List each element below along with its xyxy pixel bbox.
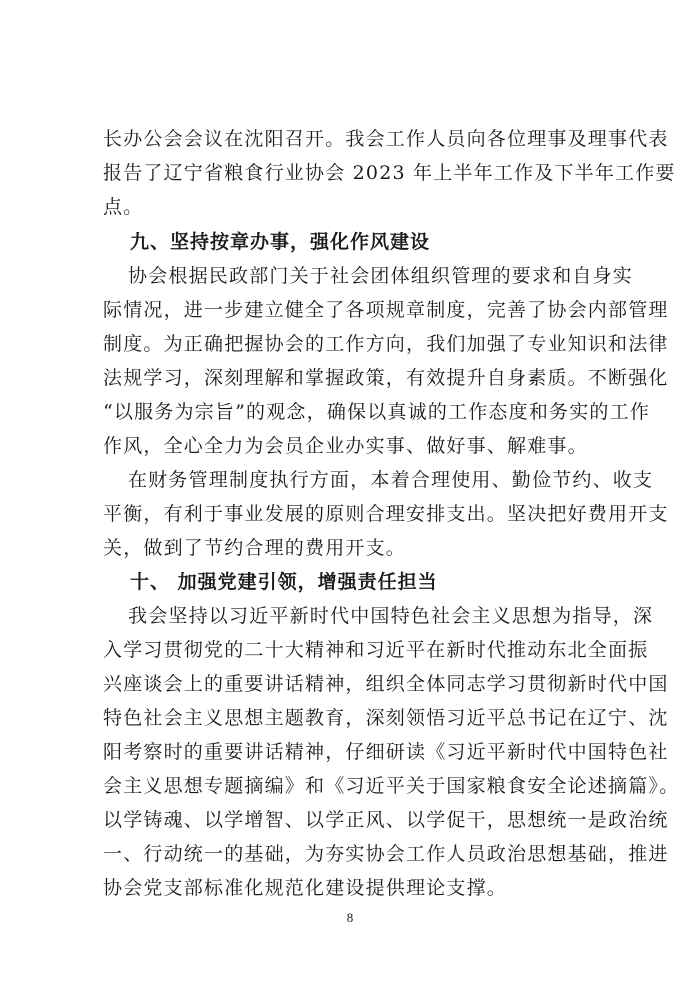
paragraph-line: 制度。为正确把握协会的工作方向，我们加强了专业知识和法律 xyxy=(103,333,669,355)
paragraph-line: 报告了辽宁省粮食行业协会 2023 年上半年工作及下半年工作要 xyxy=(103,162,676,184)
paragraph-line: 以学铸魂、以学增智、以学正风、以学促干，思想统一是政治统 xyxy=(103,809,669,831)
paragraph-line: 一、行动统一的基础，为夯实协会工作人员政治思想基础，推进 xyxy=(103,843,669,865)
paragraph-line: 关，做到了节约合理的费用开支。 xyxy=(103,537,407,559)
paragraph-line: 我会坚持以习近平新时代中国特色社会主义思想为指导，深 xyxy=(128,605,654,627)
page-number: 8 xyxy=(346,910,354,925)
paragraph-line: 协会根据民政部门关于社会团体组织管理的要求和自身实 xyxy=(128,265,634,287)
paragraph-line: 作风，全心全力为会员企业办实事、做好事、解难事。 xyxy=(103,435,588,457)
paragraph-line: 协会党支部标准化规范化建设提供理论支撑。 xyxy=(103,877,508,899)
paragraph-line: 点。 xyxy=(103,196,144,218)
paragraph-line: “以服务为宗旨”的观念，确保以真诚的工作态度和务实的工作 xyxy=(103,401,651,423)
section-heading-9: 九、坚持按章办事，强化作风建设 xyxy=(130,231,431,253)
paragraph-line: 长办公会会议在沈阳召开。我会工作人员向各位理事及理事代表 xyxy=(103,128,669,150)
paragraph-line: 入学习贯彻党的二十大精神和习近平在新时代推动东北全面振 xyxy=(103,639,649,661)
paragraph-line: 兴座谈会上的重要讲话精神，组织全体同志学习贯彻新时代中国 xyxy=(103,673,669,695)
paragraph-line: 特色社会主义思想主题教育，深刻领悟习近平总书记在辽宁、沈 xyxy=(103,707,669,729)
section-heading-10: 十、 加强党建引领，增强责任担当 xyxy=(130,571,438,593)
paragraph-line: 阳考察时的重要讲话精神，仔细研读《习近平新时代中国特色社 xyxy=(103,741,669,763)
paragraph-line: 平衡，有利于事业发展的原则合理安排支出。坚决把好费用开支 xyxy=(103,503,669,525)
paragraph-line: 在财务管理制度执行方面，本着合理使用、勤俭节约、收支 xyxy=(128,469,654,491)
paragraph-line: 法规学习，深刻理解和掌握政策，有效提升自身素质。不断强化 xyxy=(103,367,669,389)
paragraph-line: 际情况，进一步建立健全了各项规章制度，完善了协会内部管理 xyxy=(103,299,669,321)
paragraph-line: 会主义思想专题摘编》和《习近平关于国家粮食安全论述摘篇》。 xyxy=(103,775,680,797)
